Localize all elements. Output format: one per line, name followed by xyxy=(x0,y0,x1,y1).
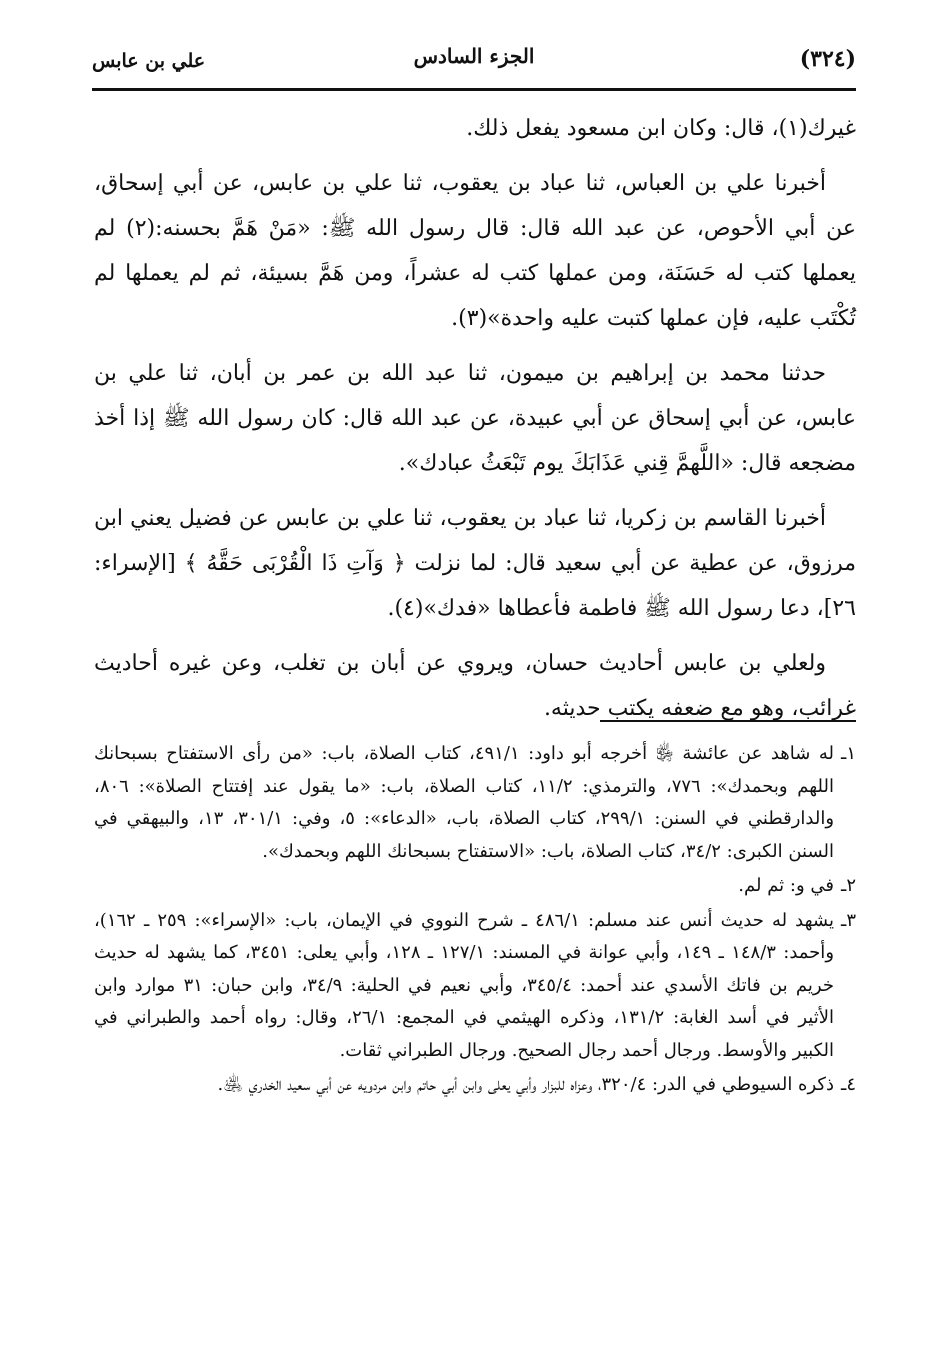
paragraph: أخبرنا علي بن العباس، ثنا عباد بن يعقوب، ثنا علي بن عابس، عن أبي إسحاق، عن أبي الأحوص، عن عبد الله قال: قال رسول الله ﷺ: «مَنْ هَمَّ بحسنه:(٢) لم يعملها كتب له حَسَنَة، ومن عملها كتب له عشراً، ومن هَمَّ بسيئة، ثم لم يعملها لم تُكْتَب عليه، فإن عملها كتبت عليه واحدة»(٣). xyxy=(94,171,857,331)
footnote-number: ٣ـ xyxy=(841,909,856,931)
footnote-text: يشهد له حديث أنس عند مسلم: ٤٨٦/١ ـ شرح النووي في الإيمان، باب: «الإسراء»: ٢٥٩ ـ ١٦٢)، وأحمد: ١٤٨/٣ ـ ١٤٩، وأبي عوانة في المسند: ١٢٧/١ ـ ١٢٨، وأبي يعلى: ٣٤٥١، كما يشهد له حديث خريم بن فاتك الأسدي عند أحمد: ٣٤٥/٤، وأبي نعيم في الحلية: ٣٤/٩، وابن حبان: ٣١ موارد وابن الأثير في أسد الغابة: ١٣١/٢، وذكره الهيثمي في المجمع: ٢٦/١، وقال: رواه أحمد والطبراني في الكبير والأوسط. ورجال أحمد رجال الصحيح. ورجال الطبراني ثقات. xyxy=(94,909,835,1061)
footnote xyxy=(94,738,856,868)
footnote-number: ١ـ xyxy=(841,743,856,764)
footnote-divider xyxy=(600,720,856,722)
page-header xyxy=(92,40,856,80)
header-divider xyxy=(92,88,856,91)
section-title: الجزء السادس xyxy=(413,44,535,68)
footnote-number: ٤ـ xyxy=(841,1074,856,1095)
main-text xyxy=(94,106,856,741)
page-number: (٣٢٤) xyxy=(799,46,856,72)
paragraph: حدثنا محمد بن إبراهيم بن ميمون، ثنا عبد الله بن عمر بن أبان، ثنا علي بن عابس، عن أبي إسحاق عن أبي عبيدة، عن عبد الله قال: كان رسول الله ﷺ إذا أخذ مضجعه قال: «اللَّهمَّ قِني عَذَابَكَ يوم تَبْعَثُ عبادك». xyxy=(94,361,856,476)
footnotes xyxy=(94,738,856,1104)
footnote xyxy=(94,1069,856,1102)
footnote-text: ذكره السيوطي في الدر: ٣٢٠/٤، وعزاه للبزار وأبي يعلى وابن أبي حاتم وابن مردويه عن أبي سعيد الخدري ﵁. xyxy=(217,1074,834,1095)
author-name: علي بن عابس xyxy=(92,50,206,72)
footnote-text: له شاهد عن عائشة ﵂ أخرجه أبو داود: ٤٩١/١، كتاب الصلاة، باب: «من رأى الاستفتاح بسبحانك اللهم وبحمدك»: ٧٧٦، والترمذي: ١١/٢، كتاب الصلاة، باب: «ما يقول عند إفتتاح الصلاة»: ٨٠٦، والدارقطني في السنن: ٢٩٩/١، كتاب الصلاة، باب، «الدعاء»: ٥، وفي: ٣٠١/١، ١٣، والبيهقي في السنن الكبرى: ٣٤/٢، كتاب الصلاة، باب: «الاستفتاح بسبحانك اللهم وبحمدك». xyxy=(94,743,835,862)
footnote xyxy=(94,905,856,1068)
footnote-number: ٢ـ xyxy=(841,875,856,896)
footnote xyxy=(94,870,856,903)
paragraph: أخبرنا القاسم بن زكريا، ثنا عباد بن يعقوب، ثنا علي بن عابس عن فضيل يعني ابن مرزوق، عن عطية عن أبي سعيد قال: لما نزلت ﴿ وَآتِ ذَا الْقُرْبَى حَقَّهُ ﴾ [الإسراء: ٢٦]، دعا رسول الله ﷺ فاطمة فأعطاها «فدك»(٤). xyxy=(94,506,856,621)
paragraph: ولعلي بن عابس أحاديث حسان، ويروي عن أبان بن تغلب، وعن غيره أحاديث غرائب، وهو مع ضعفه يكتب حديثه. xyxy=(94,651,856,721)
footnote-text: في و: ثم لم. xyxy=(738,875,834,896)
paragraph: غيرك(١)، قال: وكان ابن مسعود يفعل ذلك. xyxy=(466,116,856,141)
